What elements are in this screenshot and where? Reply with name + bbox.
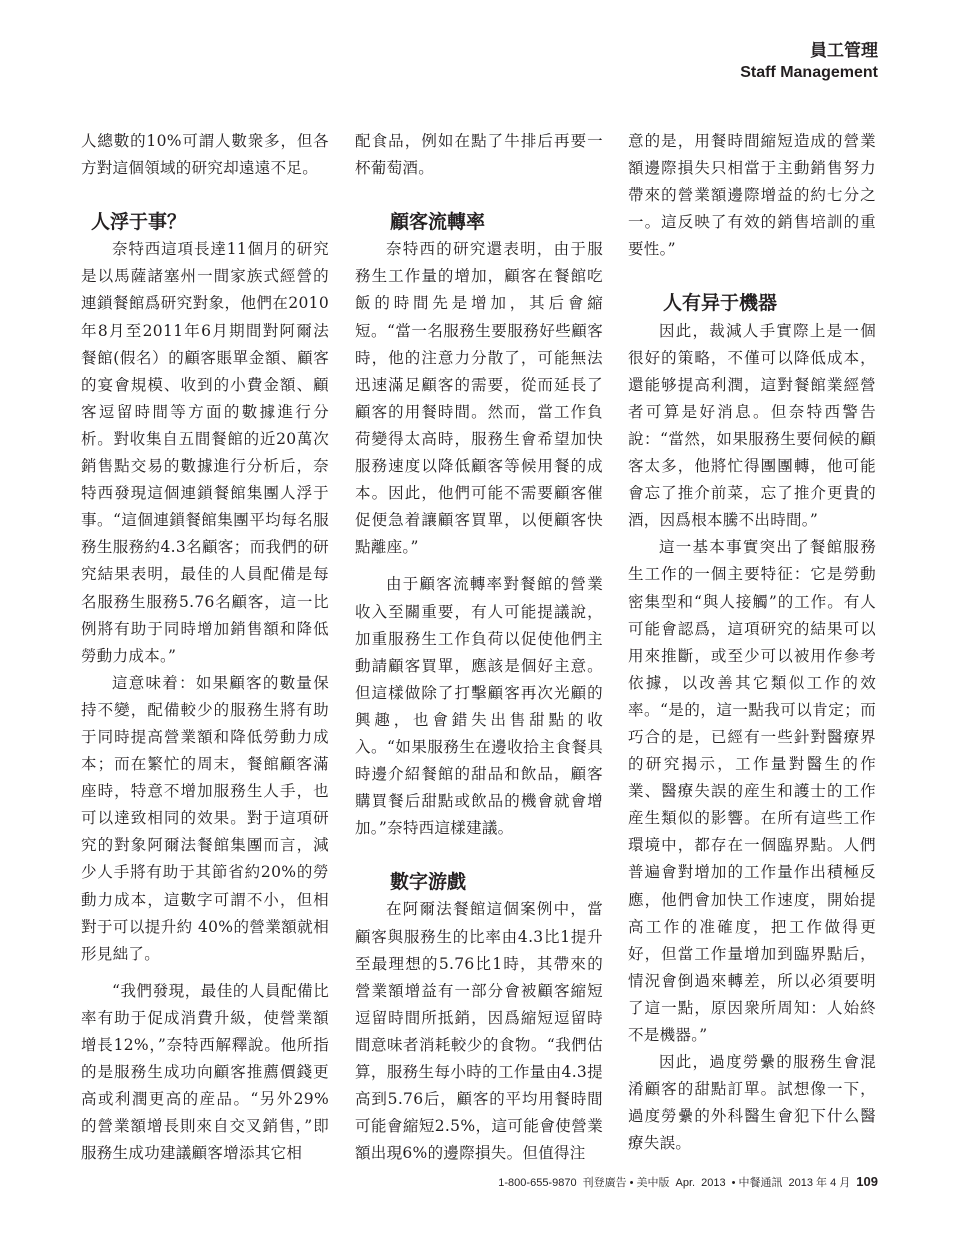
- subheading: 人浮于事？: [91, 211, 187, 234]
- subheading: 人有异于機器: [663, 292, 778, 315]
- article-column-1: [81, 128, 329, 1167]
- subheading: 數字游戲: [390, 871, 467, 894]
- footer-ad: 刊登廣告 • 美中版: [582, 1177, 670, 1189]
- page-number: 109: [856, 1174, 878, 1189]
- paragraph: 配食品，例如在點了牛排后再要一杯葡萄酒。: [355, 132, 603, 178]
- footer-year: 2013: [701, 1177, 726, 1189]
- paragraph: 這意味着：如果顧客的數量保持不變，配備較少的服務生將有助于同時提高營業額和降低勞動力成本；而在繁忙的周末，餐館顧客滿座時，特意不增加服務生人手，也可以達致相同的效果。對于這項研究的對象阿爾法餐館集團而言，減少人手將有助于其節省約20%的勞動力成本，這數字可謂不小，但相對于可以提升約 40%的營業額就相形見絀了。: [81, 673, 329, 963]
- paragraph: “我們發現，最佳的人員配備比率有助于促成消費升級，使營業額增長12%，”奈特西解釋說。他所指的是服務生成功向顧客推薦價錢更高或利潤更高的産品。“另外29%的營業額增長則來自交叉銷售，”即服務生成功建議顧客增添其它相: [81, 981, 329, 1163]
- section-title-zh: 員工管理: [810, 41, 878, 60]
- paragraph: 因此，裁減人手實際上是一個很好的策略，不僅可以降低成本，還能够提高利潤，這對餐館業經營者可算是好消息。但奈特西警告說：“當然，如果服務生要伺候的顧客太多，他將忙得團團轉，他可能會忘了推介前菜，忘了推介更貴的酒，因爲根本騰不出時間。”: [628, 321, 876, 530]
- paragraph: 奈特西的研究還表明，由于服務生工作量的增加，顧客在餐館吃飯的時間先是增加，其后會縮短。“當一名服務生要服務好些顧客時，他的注意力分散了，可能無法迅速滿足顧客的需要，從而延長了顧客的用餐時間。然而，當工作負荷變得太高時，服務生會希望加快服務速度以降低顧客等候用餐的成本。因此，他們可能不需要顧客催促便急着讓顧客買單，以便顧客快點離座。”: [355, 240, 603, 557]
- paragraph: 在阿爾法餐館這個案例中，當顧客與服務生的比率由4.3比1提升至最理想的5.76比1時，其帶來的營業額增益有一部分會被顧客縮短逗留時間所抵銷，因爲縮短逗留時間意味者消耗較少的食物。“我們估算，服務生每小時的工作量由4.3提高到5.76后，顧客的平均用餐時間可能會縮短2.5%，這可能會使營業額出現6%的邊際損失。但值得注: [355, 900, 603, 1163]
- section-header: [740, 40, 878, 84]
- paragraph: 這一基本事實突出了餐館服務生工作的一個主要特征：它是勞動密集型和“與人接觸”的工作。有人可能會認爲，這項研究的結果可以用來推斷，或至少可以被用作參考依據，以改善其它類似工作的效率。“是的，這一點我可以肯定；而巧合的是，已經有一些針對醫療界的研究揭示，工作量對醫生的作業、醫療失誤的産生和護士的工作産生類似的影響。在所有這些工作環境中，都存在一個臨界點。人們普遍會對增加的工作量作出積極反應，他們會加快工作速度，開始提高工作的准確度，把工作做得更好，但當工作量增加到臨界點后，情況會倒過來轉差，所以必須要明了這一點，原因衆所周知：人始終不是機器。”: [628, 538, 876, 1044]
- article-column-2: [355, 128, 603, 1167]
- page-footer: [498, 1174, 878, 1190]
- paragraph: 人總數的10%可謂人數衆多，但各方對這個領域的研究却遠遠不足。: [81, 132, 329, 178]
- article-column-3: [628, 128, 876, 1157]
- paragraph: 意的是，用餐時間縮短造成的營業額邊際損失只相當于主動銷售努力帶來的營業額邊際增益的約七分之一。這反映了有效的銷售培訓的重要性。”: [628, 132, 876, 259]
- footer-month: Apr.: [675, 1177, 696, 1189]
- footer-publication: • 中餐通訊: [731, 1177, 783, 1189]
- paragraph: 由于顧客流轉率對餐館的營業收入至關重要，有人可能提議說，加重服務生工作負荷以促使他們主動請顧客買單，應該是個好主意。但這樣做除了打擊顧客再次光顧的興趣，也會錯失出售甜點的收入。“如果服務生在邊收拾主食餐具時邊介紹餐館的甜品和飲品，顧客購買餐后甜點或飲品的機會就會增加。”奈特西這樣建議。: [355, 575, 603, 838]
- subheading: 顧客流轉率: [390, 211, 486, 234]
- section-title-en: Staff Management: [740, 64, 878, 81]
- footer-phone: 1-800-655-9870: [498, 1177, 577, 1189]
- paragraph: 因此，過度勞纍的服務生會混淆顧客的甜點訂單。試想像一下，過度勞纍的外科醫生會犯下什么醫療失誤。: [628, 1053, 876, 1153]
- footer-date-zh: 2013 年 4 月: [788, 1177, 851, 1189]
- paragraph: 奈特西這項長達11個月的研究是以馬薩諸塞州一間家族式經營的連鎖餐館爲研究對象，他們在2010年8月至2011年6月期間對阿爾法餐館(假名）的顧客賬單金額、顧客的宴會規模、收到的小費金額、顧客逗留時間等方面的數據進行分析。對收集自五間餐館的近20萬次銷售點交易的數據進行分析后，奈特西發現這個連鎖餐館集團人浮于事。“這個連鎖餐館集團平均每名服務生服務約4.3名顧客；而我們的研究結果表明，最佳的人員配備是每名服務生服務5.76名顧客，這一比例將有助于同時增加銷售額和降低勞動力成本。”: [81, 240, 329, 665]
